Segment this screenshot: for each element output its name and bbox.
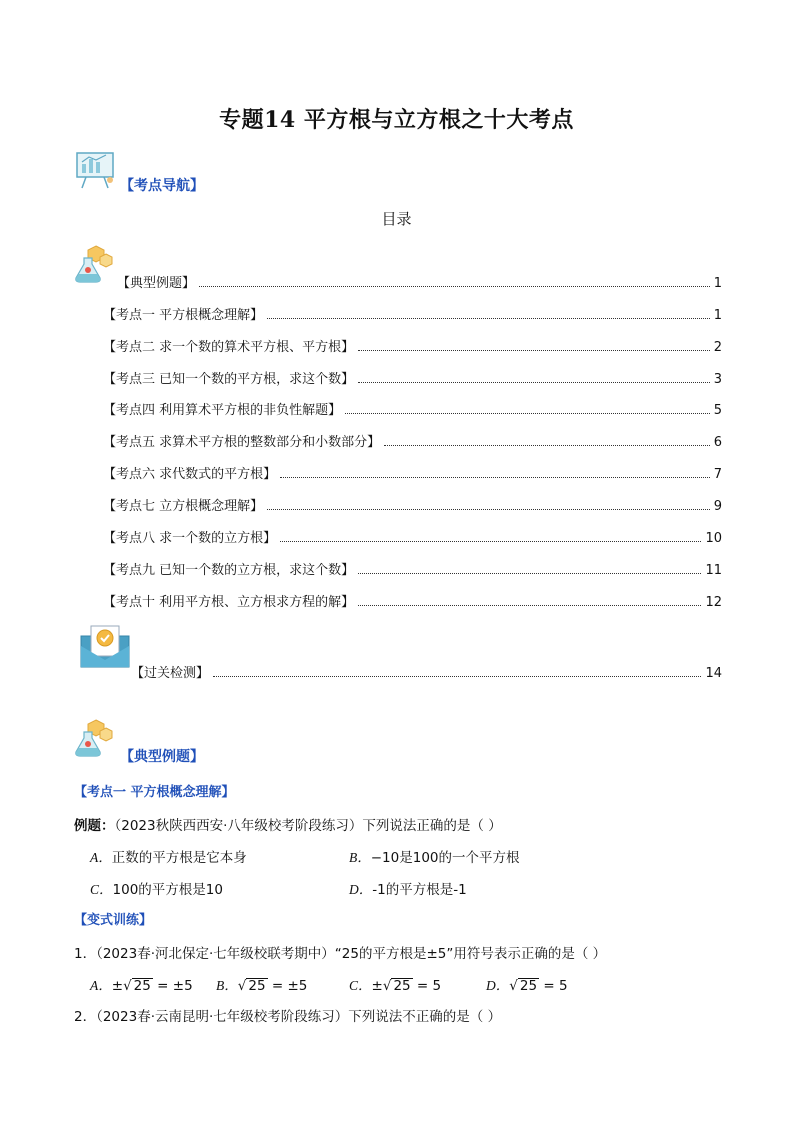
toc-row[interactable] <box>103 368 722 388</box>
toc-leader-dots <box>384 435 710 446</box>
toc-row-label: 【考点五 求算术平方根的整数部分和小数部分】 <box>103 435 381 450</box>
question-1: 1．（2023春·河北保定·七年级校联考期中）“25的平方根是±5”用符号表示正确的是（ ） <box>74 946 607 962</box>
option-b <box>349 846 520 866</box>
toc-row-label: 【考点四 利用算术平方根的非负性解题】 <box>103 403 342 418</box>
variant-heading: 【变式训练】 <box>74 913 153 928</box>
option-text: 正数的平方根是它本身 <box>111 850 247 866</box>
toc-row-label: 【典型例题】 <box>117 276 196 291</box>
radicand: 25 <box>519 978 538 994</box>
toc-row[interactable] <box>103 559 722 579</box>
nav-label: 【考点导航】 <box>120 178 204 194</box>
toc-row-page: 3 <box>713 372 722 387</box>
toc-leader-dots <box>267 499 710 510</box>
toc-row-page: 2 <box>713 340 722 355</box>
toc-leader-dots <box>280 467 710 478</box>
toc-leader-dots <box>345 403 710 414</box>
example-question <box>74 814 502 834</box>
toc-row[interactable] <box>103 304 722 324</box>
sqrt-icon: √ <box>382 978 392 994</box>
toc-row[interactable] <box>103 431 722 451</box>
option-letter: D． <box>349 882 373 897</box>
q1-option-d <box>486 974 568 994</box>
toc-row-label: 【考点七 立方根概念理解】 <box>103 499 264 514</box>
option-letter: A． <box>90 978 112 993</box>
toc-row-label: 【考点二 求一个数的算术平方根、平方根】 <box>103 340 355 355</box>
toc-row-page: 12 <box>705 595 722 610</box>
option-letter: B． <box>216 978 238 993</box>
toc-leader-dots <box>280 531 701 542</box>
q1-option-c <box>349 974 441 994</box>
q1-option-a <box>90 974 193 994</box>
toc-heading: 目录 <box>381 210 412 228</box>
presentation-board-icon <box>74 150 118 190</box>
option-letter: D． <box>486 978 510 993</box>
toc-row-label: 【考点三 已知一个数的平方根，求这个数】 <box>103 372 355 387</box>
check-envelope-icon <box>80 624 130 668</box>
option-letter: A． <box>90 850 112 865</box>
option-letter: C． <box>349 978 372 993</box>
toc-row-page: 7 <box>713 467 722 482</box>
toc-row-page: 1 <box>713 308 722 323</box>
option-text: -1的平方根是-1 <box>372 882 467 898</box>
option-c <box>90 878 223 898</box>
option-post: = ±5 <box>267 978 308 994</box>
toc-row-label: 【考点六 求代数式的平方根】 <box>103 467 277 482</box>
option-text: −10是100的一个平方根 <box>370 850 520 866</box>
toc-leader-dots <box>267 308 710 319</box>
toc-leader-dots <box>358 372 710 383</box>
toc-row-page: 11 <box>705 563 722 578</box>
toc-leader-dots <box>358 595 701 606</box>
option-pre: ± <box>371 978 383 994</box>
chemistry-flask-icon <box>74 718 116 758</box>
example-text: （2023秋陕西西安·八年级校考阶段练习）下列说法正确的是（ ） <box>114 818 502 834</box>
toc-row[interactable] <box>117 272 722 292</box>
toc-row-label: 【过关检测】 <box>131 666 210 681</box>
toc-row[interactable] <box>103 336 722 356</box>
toc-leader-dots <box>213 666 701 677</box>
radicand: 25 <box>248 978 266 994</box>
option-d <box>349 878 467 898</box>
chemistry-flask-icon <box>74 244 116 284</box>
toc-row[interactable] <box>103 591 722 611</box>
toc-row[interactable] <box>103 495 722 515</box>
example-prefix: 例题： <box>74 818 115 834</box>
radicand: 25 <box>393 978 411 994</box>
toc-row-page: 10 <box>705 531 722 546</box>
option-post: = ±5 <box>152 978 193 994</box>
toc-row-label: 【考点八 求一个数的立方根】 <box>103 531 277 546</box>
radicand: 25 <box>133 978 151 994</box>
toc-row-page: 1 <box>713 276 722 291</box>
kaodian-heading: 【考点一 平方根概念理解】 <box>74 785 235 800</box>
toc-row[interactable] <box>103 399 722 419</box>
toc-leader-dots <box>199 276 710 287</box>
toc-row-label: 【考点九 已知一个数的立方根，求这个数】 <box>103 563 355 578</box>
q1-option-b <box>216 974 307 994</box>
toc-leader-dots <box>358 563 701 574</box>
toc-row[interactable] <box>103 527 722 547</box>
option-post: = 5 <box>539 978 568 994</box>
question-2: 2．（2023春·云南昆明·七年级校考阶段练习）下列说法不正确的是（ ） <box>74 1009 502 1025</box>
option-text: 100的平方根是10 <box>112 882 223 898</box>
toc-row-label: 【考点一 平方根概念理解】 <box>103 308 264 323</box>
sqrt-icon: √ <box>123 978 132 994</box>
toc-row-label: 【考点十 利用平方根、立方根求方程的解】 <box>103 595 355 610</box>
option-letter: B． <box>349 850 371 865</box>
option-pre: ± <box>111 978 124 994</box>
toc-row-page: 9 <box>713 499 722 514</box>
page-title: 专题14 平方根与立方根之十大考点 <box>219 107 574 133</box>
toc-row[interactable] <box>131 662 722 682</box>
sqrt-icon: √ <box>509 978 518 994</box>
toc-row-page: 6 <box>713 435 722 450</box>
toc-row[interactable] <box>103 463 722 483</box>
toc-leader-dots <box>358 340 710 351</box>
option-a <box>90 846 247 866</box>
toc-row-page: 5 <box>713 403 722 418</box>
sqrt-icon: √ <box>237 978 247 994</box>
toc-row-page: 14 <box>705 666 722 681</box>
option-letter: C． <box>90 882 113 897</box>
option-post: = 5 <box>412 978 442 994</box>
section-heading: 【典型例题】 <box>120 749 204 765</box>
